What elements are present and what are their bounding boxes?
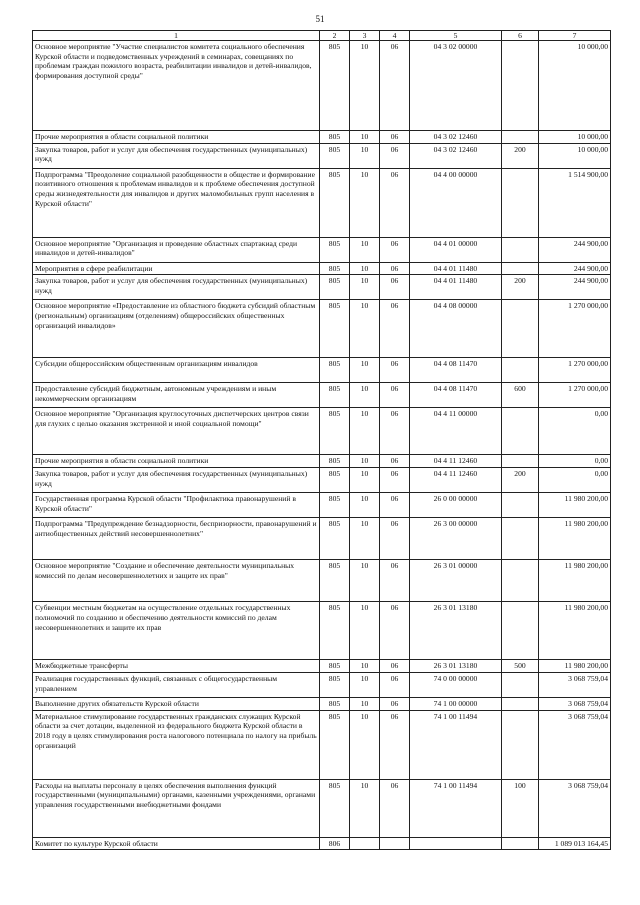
ministry-code-cell: 805 — [320, 493, 350, 518]
expense-type-cell — [502, 237, 539, 262]
ministry-code-cell: 805 — [320, 262, 350, 275]
ministry-code-cell: 805 — [320, 383, 350, 408]
page-number: 51 — [315, 14, 325, 24]
item-name-cell: Предоставление субсидий бюджетным, автономным учреждениям и иным некоммерческим организациям — [33, 383, 320, 408]
ministry-code-cell: 805 — [320, 660, 350, 673]
amount-cell: 11 980 200,00 — [539, 493, 611, 518]
table-row — [33, 493, 611, 518]
item-name-cell: Закупка товаров, работ и услуг для обеспечения государственных (муниципальных) нужд — [33, 275, 320, 300]
expense-type-cell: 600 — [502, 383, 539, 408]
ministry-code-cell: 805 — [320, 779, 350, 837]
subsection-code-cell: 06 — [380, 168, 410, 237]
ministry-code-cell: 805 — [320, 168, 350, 237]
target-article-cell: 04 4 01 11480 — [410, 275, 502, 300]
subsection-code-cell: 06 — [380, 710, 410, 779]
item-name-cell: Материальное стимулирование государственных гражданских служащих Курской области за счет дотации, выделенной из федерального бюджета Курской области в 2018 году в целях стимулирования роста налогового потенциала по налогу на прибыль организаций — [33, 710, 320, 779]
table-row — [33, 237, 611, 262]
target-article-cell: 04 4 01 11480 — [410, 262, 502, 275]
ministry-code-cell: 805 — [320, 358, 350, 383]
expense-type-cell — [502, 518, 539, 560]
ministry-code-cell: 805 — [320, 300, 350, 358]
section-code-cell: 10 — [350, 143, 380, 168]
subsection-code-cell: 06 — [380, 237, 410, 262]
section-code-cell: 10 — [350, 493, 380, 518]
item-name-cell: Прочие мероприятия в области социальной политики — [33, 131, 320, 144]
expense-type-cell — [502, 131, 539, 144]
section-code-cell: 10 — [350, 697, 380, 710]
item-name-cell: Прочие мероприятия в области социальной политики — [33, 455, 320, 468]
amount-cell: 11 980 200,00 — [539, 518, 611, 560]
section-code-cell — [350, 837, 380, 850]
target-article-cell: 74 1 00 00000 — [410, 697, 502, 710]
item-name-cell: Закупка товаров, работ и услуг для обеспечения государственных (муниципальных) нужд — [33, 468, 320, 493]
amount-cell: 0,00 — [539, 468, 611, 493]
item-name-cell: Комитет по культуре Курской области — [33, 837, 320, 850]
ministry-code-cell: 805 — [320, 710, 350, 779]
table-row — [33, 275, 611, 300]
target-article-cell: 74 1 00 11494 — [410, 710, 502, 779]
subsection-code-cell: 06 — [380, 408, 410, 455]
ministry-code-cell: 805 — [320, 41, 350, 131]
amount-cell: 0,00 — [539, 408, 611, 455]
item-name-cell: Закупка товаров, работ и услуг для обеспечения государственных (муниципальных) нужд — [33, 143, 320, 168]
section-code-cell: 10 — [350, 602, 380, 660]
section-code-cell: 10 — [350, 41, 380, 131]
amount-cell: 1 270 000,00 — [539, 300, 611, 358]
table-row — [33, 697, 611, 710]
table-row — [33, 131, 611, 144]
table-row — [33, 300, 611, 358]
column-header: 3 — [350, 31, 380, 41]
ministry-code-cell: 805 — [320, 672, 350, 697]
item-name-cell: Основное мероприятие "Участие специалистов комитета социального обеспечения Курской области и подведомственных учреждений в семинарах, совещаниях по проблемам граждан пожилого возраста, реабилитации инвалидов и детей-инвалидов, формирования доступной среды" — [33, 41, 320, 131]
item-name-cell: Подпрограмма "Преодоление социальной разобщенности в обществе и формирование позитивного отношения к проблемам инвалидов и к проблеме обеспечения доступной среды жизнедеятельности для инвалидов и других маломобильных групп населения в Курской области" — [33, 168, 320, 237]
table-row — [33, 262, 611, 275]
section-code-cell: 10 — [350, 408, 380, 455]
total-row — [33, 837, 611, 850]
expense-type-cell — [502, 41, 539, 131]
section-code-cell: 10 — [350, 262, 380, 275]
column-header: 7 — [539, 31, 611, 41]
section-code-cell: 10 — [350, 358, 380, 383]
table-row — [33, 408, 611, 455]
subsection-code-cell: 06 — [380, 779, 410, 837]
column-header: 5 — [410, 31, 502, 41]
subsection-code-cell: 06 — [380, 672, 410, 697]
table-body — [33, 41, 611, 850]
item-name-cell: Основное мероприятие "Организация круглосуточных диспетчерских центров связи для глухих с целью оказания экстренной и иной социальной помощи" — [33, 408, 320, 455]
amount-cell: 244 900,00 — [539, 237, 611, 262]
item-name-cell: Основное мероприятие «Предоставление из областного бюджета субсидий областным (региональным) организациям (отделениям) общероссийских общественных организаций инвалидов» — [33, 300, 320, 358]
section-code-cell: 10 — [350, 710, 380, 779]
target-article-cell: 04 4 08 00000 — [410, 300, 502, 358]
table-row — [33, 779, 611, 837]
budget-table — [32, 30, 611, 850]
subsection-code-cell: 06 — [380, 41, 410, 131]
expense-type-cell — [502, 358, 539, 383]
item-name-cell: Основное мероприятие "Создание и обеспечение деятельности муниципальных комиссий по делам несовершеннолетних и защите их прав" — [33, 560, 320, 602]
amount-cell: 1 514 900,00 — [539, 168, 611, 237]
amount-cell: 0,00 — [539, 455, 611, 468]
subsection-code-cell: 06 — [380, 358, 410, 383]
ministry-code-cell: 805 — [320, 143, 350, 168]
column-header: 6 — [502, 31, 539, 41]
target-article-cell: 26 3 01 13180 — [410, 660, 502, 673]
expense-type-cell — [502, 672, 539, 697]
target-article-cell: 04 3 02 00000 — [410, 41, 502, 131]
amount-cell: 1 270 000,00 — [539, 383, 611, 408]
subsection-code-cell — [380, 837, 410, 850]
item-name-cell: Субсидии общероссийским общественным организациям инвалидов — [33, 358, 320, 383]
item-name-cell: Основное мероприятие "Организация и проведение областных спартакиад среди инвалидов и детей-инвалидов" — [33, 237, 320, 262]
subsection-code-cell: 06 — [380, 697, 410, 710]
expense-type-cell — [502, 602, 539, 660]
table-row — [33, 468, 611, 493]
target-article-cell: 04 4 11 00000 — [410, 408, 502, 455]
subsection-code-cell: 06 — [380, 455, 410, 468]
target-article-cell: 04 3 02 12460 — [410, 131, 502, 144]
table-row — [33, 41, 611, 131]
target-article-cell: 04 4 11 12460 — [410, 468, 502, 493]
amount-cell: 3 068 759,04 — [539, 710, 611, 779]
table-row — [33, 672, 611, 697]
item-name-cell: Межбюджетные трансферты — [33, 660, 320, 673]
expense-type-cell — [502, 697, 539, 710]
table-row — [33, 518, 611, 560]
target-article-cell: 26 3 00 00000 — [410, 518, 502, 560]
ministry-code-cell: 805 — [320, 455, 350, 468]
ministry-code-cell: 805 — [320, 697, 350, 710]
target-article-cell — [410, 837, 502, 850]
section-code-cell: 10 — [350, 275, 380, 300]
target-article-cell: 74 1 00 11494 — [410, 779, 502, 837]
subsection-code-cell: 06 — [380, 383, 410, 408]
ministry-code-cell: 806 — [320, 837, 350, 850]
item-name-cell: Субвенции местным бюджетам на осуществление отдельных государственных полномочий по созданию и обеспечению деятельности комиссий по делам несовершеннолетних и защите их прав — [33, 602, 320, 660]
amount-cell: 1 270 000,00 — [539, 358, 611, 383]
amount-cell: 1 089 013 164,45 — [539, 837, 611, 850]
subsection-code-cell: 06 — [380, 518, 410, 560]
expense-type-cell: 500 — [502, 660, 539, 673]
expense-type-cell — [502, 493, 539, 518]
subsection-code-cell: 06 — [380, 493, 410, 518]
ministry-code-cell: 805 — [320, 468, 350, 493]
amount-cell: 11 980 200,00 — [539, 660, 611, 673]
subsection-code-cell: 06 — [380, 262, 410, 275]
amount-cell: 11 980 200,00 — [539, 602, 611, 660]
table-row — [33, 383, 611, 408]
ministry-code-cell: 805 — [320, 275, 350, 300]
expense-type-cell — [502, 408, 539, 455]
subsection-code-cell: 06 — [380, 143, 410, 168]
section-code-cell: 10 — [350, 660, 380, 673]
item-name-cell: Государственная программа Курской области "Профилактика правонарушений в Курской области" — [33, 493, 320, 518]
section-code-cell: 10 — [350, 468, 380, 493]
item-name-cell: Реализация государственных функций, связанных с общегосударственным управлением — [33, 672, 320, 697]
item-name-cell: Подпрограмма "Предупреждение безнадзорности, беспризорности, правонарушений и антиобщественных действий несовершеннолетних" — [33, 518, 320, 560]
expense-type-cell — [502, 168, 539, 237]
expense-type-cell: 200 — [502, 468, 539, 493]
section-code-cell: 10 — [350, 779, 380, 837]
item-name-cell: Выполнение других обязательств Курской области — [33, 697, 320, 710]
target-article-cell: 04 4 08 11470 — [410, 358, 502, 383]
expense-type-cell: 200 — [502, 143, 539, 168]
section-code-cell: 10 — [350, 237, 380, 262]
amount-cell: 3 068 759,04 — [539, 672, 611, 697]
ministry-code-cell: 805 — [320, 518, 350, 560]
amount-cell: 10 000,00 — [539, 41, 611, 131]
target-article-cell: 04 4 11 12460 — [410, 455, 502, 468]
section-code-cell: 10 — [350, 455, 380, 468]
section-code-cell: 10 — [350, 518, 380, 560]
amount-cell: 3 068 759,04 — [539, 779, 611, 837]
section-code-cell: 10 — [350, 560, 380, 602]
amount-cell: 244 900,00 — [539, 275, 611, 300]
expense-type-cell — [502, 262, 539, 275]
expense-type-cell: 100 — [502, 779, 539, 837]
ministry-code-cell: 805 — [320, 560, 350, 602]
subsection-code-cell: 06 — [380, 300, 410, 358]
target-article-cell: 26 3 01 00000 — [410, 560, 502, 602]
ministry-code-cell: 805 — [320, 237, 350, 262]
column-header: 2 — [320, 31, 350, 41]
expense-type-cell — [502, 837, 539, 850]
ministry-code-cell: 805 — [320, 602, 350, 660]
subsection-code-cell: 06 — [380, 131, 410, 144]
amount-cell: 11 980 200,00 — [539, 560, 611, 602]
target-article-cell: 04 4 00 00000 — [410, 168, 502, 237]
column-header: 4 — [380, 31, 410, 41]
subsection-code-cell: 06 — [380, 560, 410, 602]
amount-cell: 244 900,00 — [539, 262, 611, 275]
section-code-cell: 10 — [350, 300, 380, 358]
table-row — [33, 710, 611, 779]
target-article-cell: 04 4 01 00000 — [410, 237, 502, 262]
item-name-cell: Расходы на выплаты персоналу в целях обеспечения выполнения функций государственными (муниципальными) органами, казенными учреждениями, органами управления государственными внебюджетными фондами — [33, 779, 320, 837]
table-row — [33, 660, 611, 673]
header-row — [33, 31, 611, 41]
expense-type-cell — [502, 560, 539, 602]
expense-type-cell — [502, 710, 539, 779]
table-row — [33, 168, 611, 237]
table-row — [33, 143, 611, 168]
target-article-cell: 04 3 02 12460 — [410, 143, 502, 168]
expense-type-cell — [502, 455, 539, 468]
target-article-cell: 26 0 00 00000 — [410, 493, 502, 518]
column-header: 1 — [33, 31, 320, 41]
item-name-cell: Мероприятия в сфере реабилитации — [33, 262, 320, 275]
section-code-cell: 10 — [350, 131, 380, 144]
subsection-code-cell: 06 — [380, 660, 410, 673]
section-code-cell: 10 — [350, 383, 380, 408]
amount-cell: 10 000,00 — [539, 131, 611, 144]
subsection-code-cell: 06 — [380, 275, 410, 300]
table-row — [33, 602, 611, 660]
table-row — [33, 455, 611, 468]
subsection-code-cell: 06 — [380, 468, 410, 493]
amount-cell: 10 000,00 — [539, 143, 611, 168]
expense-type-cell — [502, 300, 539, 358]
ministry-code-cell: 805 — [320, 131, 350, 144]
target-article-cell: 26 3 01 13180 — [410, 602, 502, 660]
ministry-code-cell: 805 — [320, 408, 350, 455]
target-article-cell: 04 4 08 11470 — [410, 383, 502, 408]
table-row — [33, 560, 611, 602]
section-code-cell: 10 — [350, 168, 380, 237]
expense-type-cell: 200 — [502, 275, 539, 300]
amount-cell: 3 068 759,04 — [539, 697, 611, 710]
target-article-cell: 74 0 00 00000 — [410, 672, 502, 697]
table-row — [33, 358, 611, 383]
section-code-cell: 10 — [350, 672, 380, 697]
subsection-code-cell: 06 — [380, 602, 410, 660]
